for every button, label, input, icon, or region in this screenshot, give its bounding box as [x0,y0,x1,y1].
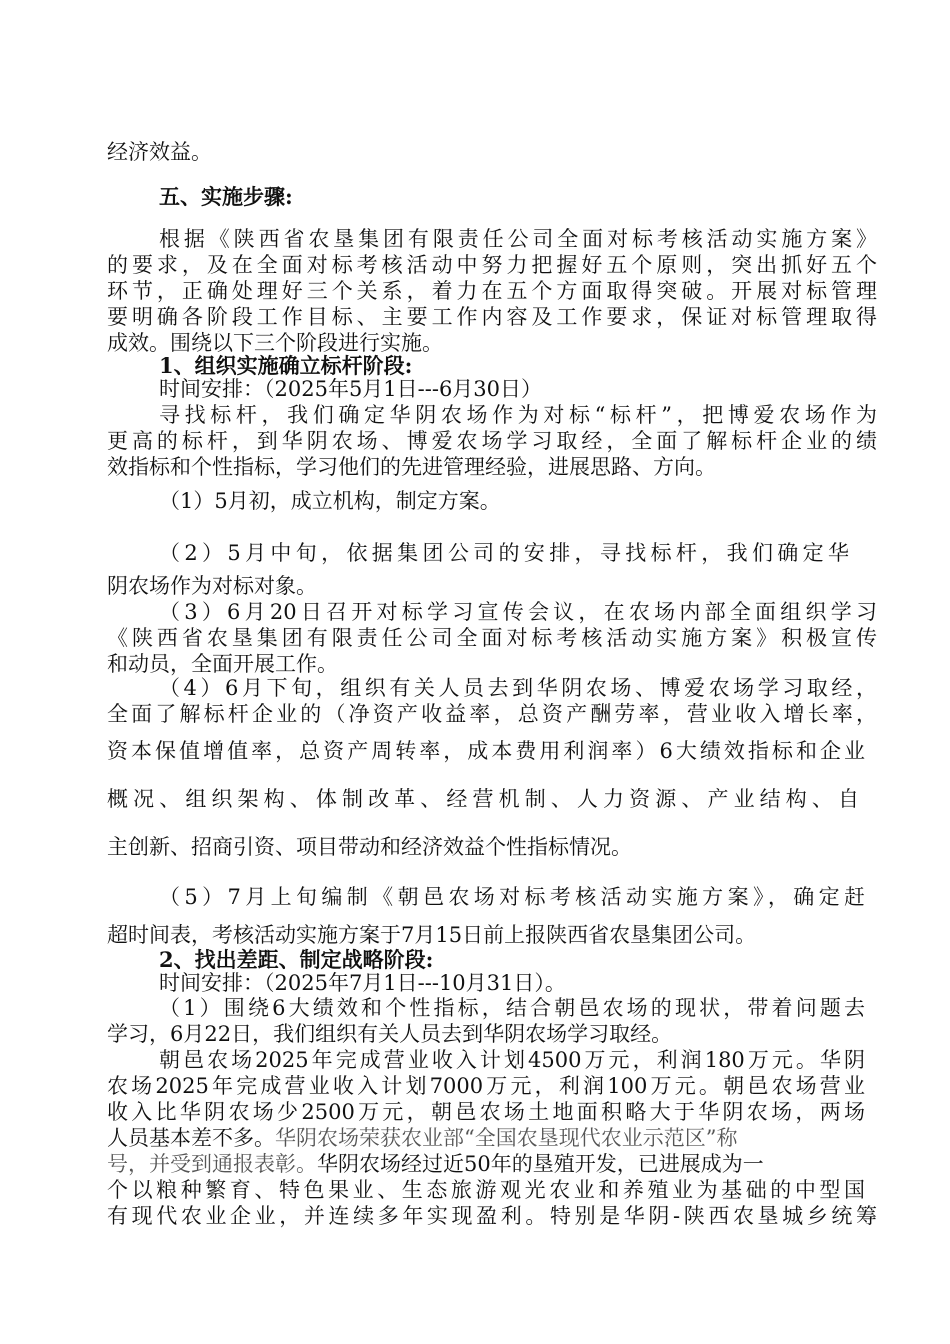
time-arrangement: 时间安排：（2025年7月1日---10月31日）。 [159,971,566,995]
text-line: 根据《陕西省农垦集团有限责任公司全面对标考核活动实施方案》 [159,227,877,251]
subsection-heading: 1、组织实施确立标杆阶段: [159,353,413,378]
subsection-heading: 2、找出差距、制定战略阶段: [159,947,434,972]
text-line: 和动员，全面开展工作。 [107,652,338,676]
text-fragment-gray: 号，并受到通报表彰。 [107,1152,317,1176]
text-line: 的要求，及在全面对标考核活动中努力把握好五个原则，突出抓好五个 [107,253,877,277]
text-line: 阴农场作为对标对象。 [107,574,317,598]
text-line: 个以粮种繁育、特色果业、生态旅游观光农业和养殖业为基础的中型国 [107,1178,865,1202]
list-item: （2）5月中旬，依据集团公司的安排，寻找标杆，我们确定华 [159,541,849,565]
text-line: 《陕西省农垦集团有限责任公司全面对标考核活动实施方案》积极宣传 [107,626,877,650]
text-line: 收入比华阴农场少2500万元，朝邑农场土地面积略大于华阴农场，两场 [107,1100,865,1124]
list-item: （1）5月初，成立机构，制定方案。 [159,489,501,513]
list-item: （3）6月20日召开对标学习宣传会议，在农场内部全面组织学习 [159,600,877,624]
text-line: 农场2025年完成营业收入计划7000万元，利润100万元。朝邑农场营业 [107,1074,865,1098]
text-line: 有现代农业企业，并连续多年实现盈利。特别是华阴-陕西农垦城乡统筹 [107,1204,877,1228]
text-line: 寻找标杆，我们确定华阴农场作为对标“标杆”，把博爱农场作为 [159,403,877,427]
text-line: 超时间表，考核活动实施方案于7月15日前上报陕西省农垦集团公司。 [107,923,757,947]
text-line [107,1125,737,1151]
text-line: 资本保值增值率，总资产周转率，成本费用利润率）6大绩效指标和企业 [107,739,865,763]
text-line [107,1151,764,1177]
list-item: （1）围绕6大绩效和个性指标，结合朝邑农场的现状，带着问题去 [159,996,865,1020]
text-fragment: 华阴农场经过近50年的垦殖开发，已进展成为一 [317,1152,764,1176]
text-line: 更高的标杆，到华阴农场、博爱农场学习取经，全面了解标杆企业的绩 [107,429,877,453]
section-heading: 五、实施步骤: [159,184,293,209]
text-line: 环节，正确处理好三个关系，着力在五个方面取得突破。开展对标管理 [107,279,877,303]
text-line: 成效。围绕以下三个阶段进行实施。 [107,331,443,355]
text-line: 学习，6月22日，我们组织有关人员去到华阴农场学习取经。 [107,1022,673,1046]
text-line: 经济效益。 [107,140,212,164]
text-line: 主创新、招商引资、项目带动和经济效益个性指标情况。 [107,835,632,859]
text-fragment-gray: 华阴农场荣获农业部“全国农垦现代农业示范区”称 [275,1126,738,1150]
time-arrangement: 时间安排：（2025年5月1日---6月30日） [159,377,543,401]
text-line: 概况、组织架构、体制改革、经营机制、人力资源、产业结构、自 [107,787,859,811]
text-line: 要明确各阶段工作目标、主要工作内容及工作要求，保证对标管理取得 [107,305,877,329]
list-item: （5）7月上旬编制《朝邑农场对标考核活动实施方案》，确定赶 [159,885,865,909]
list-item: （4）6月下旬，组织有关人员去到华阴农场、博爱农场学习取经， [159,676,877,700]
text-line: 朝邑农场2025年完成营业收入计划4500万元，利润180万元。华阴 [159,1048,865,1072]
text-line: 全面了解标杆企业的（净资产收益率，总资产酬劳率，营业收入增长率， [107,702,877,726]
text-fragment: 人员基本差不多。 [107,1126,275,1150]
text-line: 效指标和个性指标，学习他们的先进管理经验，进展思路、方向。 [107,455,716,479]
